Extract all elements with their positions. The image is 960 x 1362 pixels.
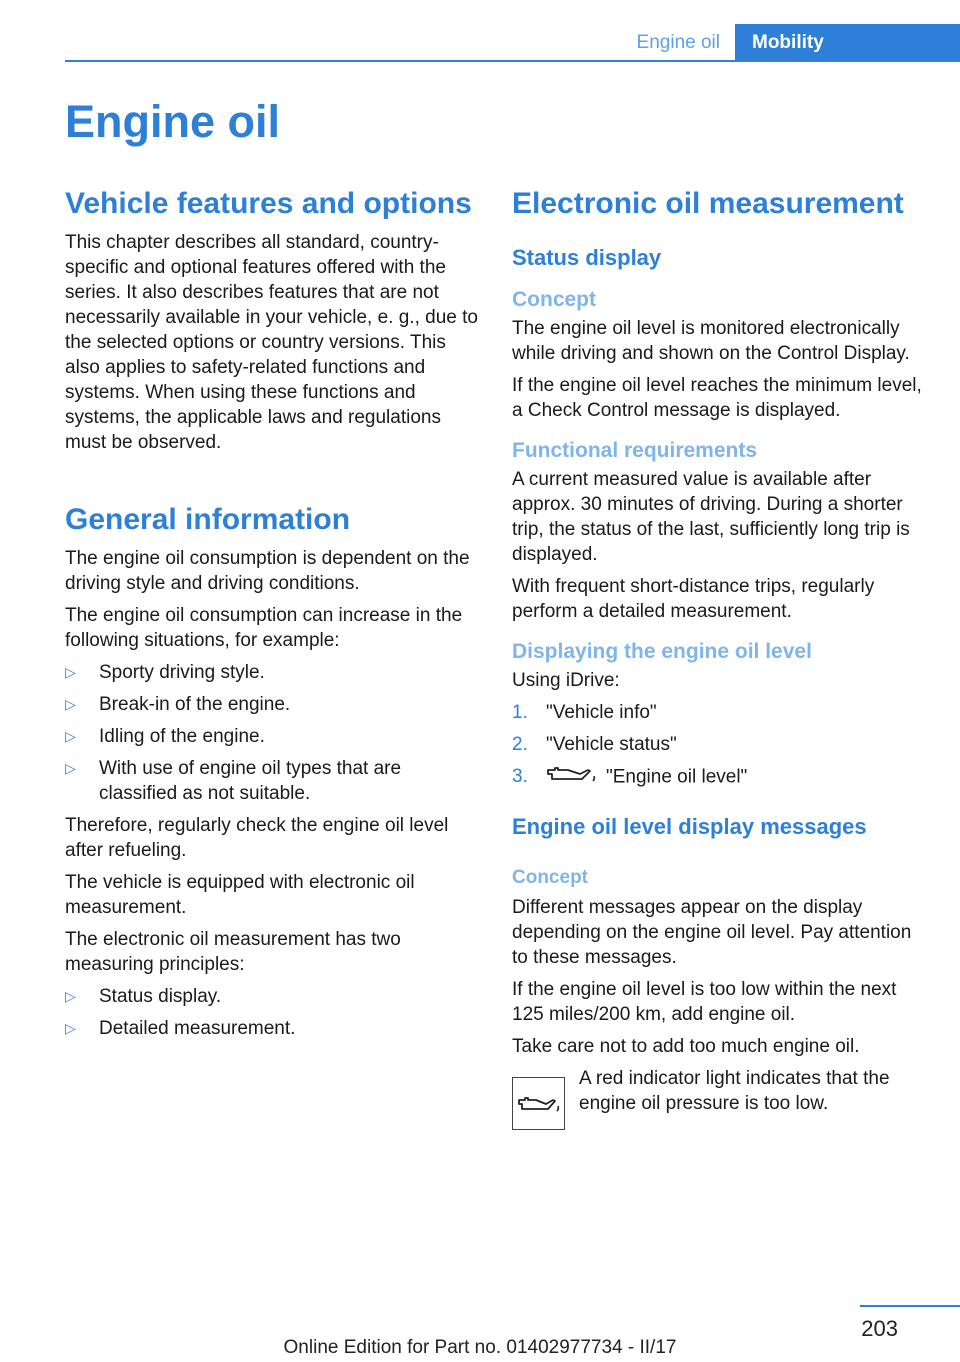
page-title: Engine oil <box>65 96 281 147</box>
right-column <box>512 180 927 1126</box>
warning-text: A red indicator light indicates that the engine oil pressure is too low. <box>579 1068 890 1114</box>
general-info-p1: The engine oil consumption is dependent on the driving style and driving conditions. <box>65 548 470 594</box>
general-info-p2: The engine oil consumption can increase in the following situations, for example: <box>65 605 463 651</box>
oil-pressure-warning <box>512 1066 927 1126</box>
general-info-p5: The electronic oil measurement has two measuring principles: <box>65 929 401 975</box>
displaying-heading: Displaying the engine oil level <box>512 640 812 663</box>
electronic-oil-heading: Electronic oil measurement <box>512 187 904 220</box>
general-info-p4: The vehicle is equipped with electronic oil measurement. <box>65 872 415 918</box>
list-item: ▷ Break-in of the engine. <box>65 694 291 715</box>
header-rule <box>65 60 960 62</box>
page-number-rule <box>860 1305 960 1307</box>
general-info-heading: General information <box>65 503 351 536</box>
functional-requirements-p1: A current measured value is available after approx. 30 minutes of driving. During a shorter trip, the status of the last, sufficiently long trip is displayed. <box>512 469 910 565</box>
consumption-situations-list <box>65 660 480 806</box>
vehicle-features-heading: Vehicle features and options <box>65 187 472 220</box>
messages-concept-heading: Concept <box>512 867 588 888</box>
level-messages-heading: Engine oil level display messages <box>512 814 867 839</box>
messages-concept-p3: Take care not to add too much engine oil. <box>512 1036 860 1057</box>
status-display-heading: Status display <box>512 245 662 270</box>
concept-p1: The engine oil level is monitored electronically while driving and shown on the Control Display. <box>512 318 910 364</box>
triangle-bullet-icon: ▷ <box>65 988 76 1004</box>
edition-note: Online Edition for Part no. 01402977734 - II/17 <box>283 1337 677 1358</box>
general-info-p3: Therefore, regularly check the engine oil level after refueling. <box>65 815 449 861</box>
list-item: 3. "Engine oil level" <box>512 764 927 791</box>
oil-can-icon <box>512 1077 565 1130</box>
list-item: ▷ Status display. <box>65 986 222 1007</box>
oil-can-icon <box>546 764 598 791</box>
list-item: 1. "Vehicle info" <box>512 702 657 723</box>
messages-concept-p1: Different messages appear on the display depending on the engine oil level. Pay attention to these messages. <box>512 897 912 968</box>
triangle-bullet-icon: ▷ <box>65 1020 76 1036</box>
vehicle-features-paragraph: This chapter describes all standard, country-specific and optional features offered with the series. It also describes features that are not necessarily available in your vehicle, e. g., due to the selected options or country versions. This also applies to safety-related functions and systems. When using these functions and systems, the applicable laws and regulations must be observed. <box>65 232 478 453</box>
concept-heading: Concept <box>512 288 596 311</box>
measuring-principles-list <box>65 984 480 1041</box>
displaying-intro: Using iDrive: <box>512 670 620 691</box>
functional-requirements-heading: Functional requirements <box>512 439 758 462</box>
triangle-bullet-icon: ▷ <box>65 696 76 712</box>
section-tab: Engine oil <box>636 32 720 53</box>
concept-p2: If the engine oil level reaches the minimum level, a Check Control message is displayed. <box>512 375 922 421</box>
idrive-steps-list <box>512 700 927 791</box>
list-item: ▷ Idling of the engine. <box>65 726 265 747</box>
list-item: ▷ Sporty driving style. <box>65 662 265 683</box>
triangle-bullet-icon: ▷ <box>65 664 76 680</box>
list-item: ▷ Detailed measurement. <box>65 1018 296 1039</box>
triangle-bullet-icon: ▷ <box>65 728 76 744</box>
list-item: ▷ With use of engine oil types that are classified as not suitable. <box>65 758 402 804</box>
triangle-bullet-icon: ▷ <box>65 760 76 776</box>
left-column <box>65 180 480 1048</box>
chapter-tab: Mobility <box>735 24 960 62</box>
page-header <box>65 24 960 62</box>
messages-concept-p2: If the engine oil level is too low within the next 125 miles/200 km, add engine oil. <box>512 979 897 1025</box>
list-item: 2. "Vehicle status" <box>512 734 677 755</box>
functional-requirements-p2: With frequent short-distance trips, regularly perform a detailed measurement. <box>512 576 875 622</box>
page-number: 203 <box>861 1316 898 1341</box>
